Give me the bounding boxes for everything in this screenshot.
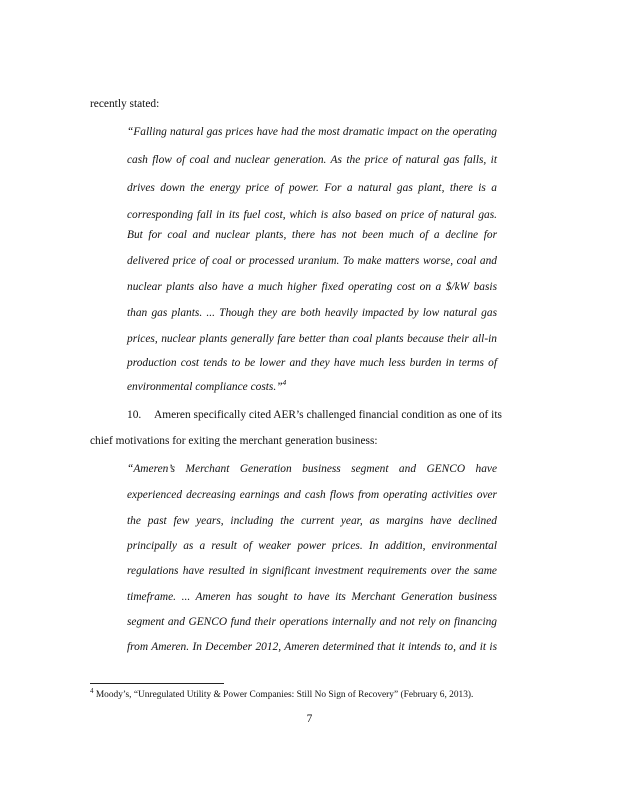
quote2-line: regulations have resulted in significant investment requirements over the same <box>127 565 497 577</box>
quote1-line: delivered price of coal or processed uranium. To make matters worse, coal and <box>127 255 497 267</box>
footnote-ref-4: 4 <box>282 378 287 388</box>
quote2-line: from Ameren. In December 2012, Ameren determined that it intends to, and it is <box>127 641 497 653</box>
quote1-line: environmental compliance costs.” <box>127 381 283 393</box>
paragraph-number: 10. <box>127 409 142 421</box>
paragraph10-first-line <box>127 408 502 422</box>
quote2-line: the past few years, including the current year, as margins have declined <box>127 515 497 527</box>
footnote-number: 4 <box>90 686 94 695</box>
quote1-line: corresponding fall in its fuel cost, which is also based on price of natural gas. <box>127 209 497 221</box>
quote1-line: drives down the energy price of power. For a natural gas plant, there is a <box>127 182 497 194</box>
footnote-text: Moody’s, “Unregulated Utility & Power Companies: Still No Sign of Recovery” (February 6, 2013). <box>95 690 474 700</box>
quote1-last-line <box>127 380 286 394</box>
footnote <box>90 686 474 701</box>
intro-text: recently stated: <box>90 98 160 110</box>
quote2-line: segment and GENCO fund their operations internally and not rely on financing <box>127 616 497 628</box>
quote2-line: experienced decreasing earnings and cash flows from operating activities over <box>127 489 497 501</box>
paragraph10-line2: chief motivations for exiting the merchant generation business: <box>90 435 378 447</box>
quote1-line: than gas plants. ... Though they are both heavily impacted by low natural gas <box>127 307 497 319</box>
quote1-line: cash flow of coal and nuclear generation. As the price of natural gas falls, it <box>127 154 497 166</box>
quote1-line: “Falling natural gas prices have had the most dramatic impact on the operating <box>127 126 497 138</box>
paragraph10-line1: Ameren specifically cited AER’s challenged financial condition as one of its <box>154 409 502 421</box>
quote2-line: “Ameren’s Merchant Generation business segment and GENCO have <box>127 463 497 475</box>
quote1-line: production cost tends to be lower and they have much less burden in terms of <box>127 357 497 369</box>
page-number: 7 <box>306 713 313 725</box>
quote2-line: timeframe. ... Ameren has sought to have its Merchant Generation business <box>127 591 497 603</box>
quote1-line: But for coal and nuclear plants, there has not been much of a decline for <box>127 229 497 241</box>
quote1-line: prices, nuclear plants generally fare better than coal plants because their all-in <box>127 333 497 345</box>
footnote-divider <box>90 683 224 684</box>
quote2-line: principally as a result of weaker power prices. In addition, environmental <box>127 540 497 552</box>
quote1-line: nuclear plants also have a much higher fixed operating cost on a $/kW basis <box>127 281 497 293</box>
